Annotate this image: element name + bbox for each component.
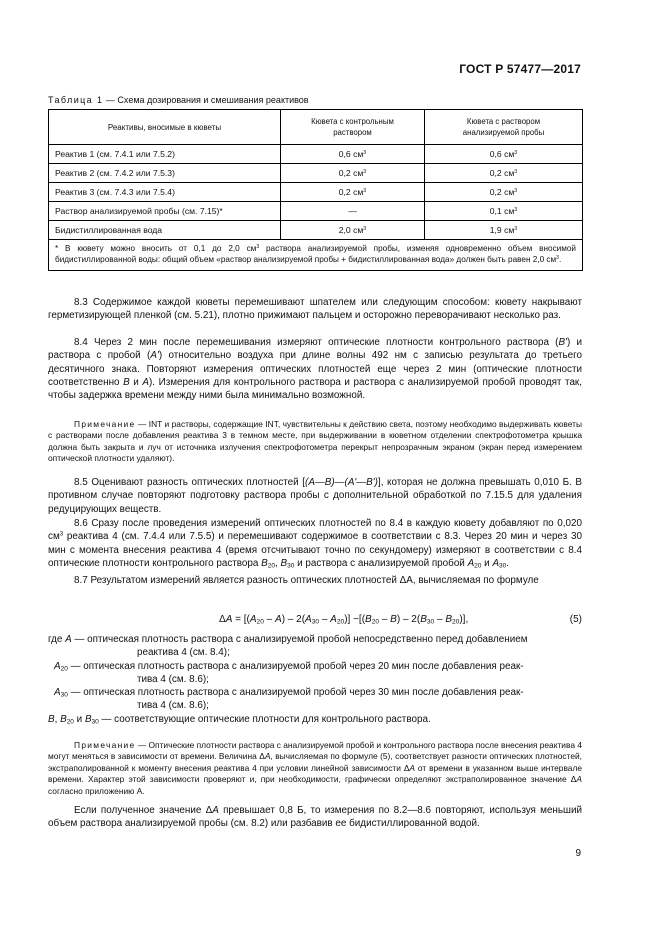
document-header: ГОСТ Р 57477—2017 xyxy=(459,62,581,76)
reagent-name-cell: Бидистиллированная вода xyxy=(49,221,281,240)
table-caption-text: — Схема дозирования и смешивания реактивов xyxy=(105,95,309,105)
definition-item: $A_{20}$ — оптическая плотность раствора с анализируемой пробой через 20 мин после добавления реак- тива 4 (см. 8.6); xyxy=(54,660,524,685)
sample-volume-cell: 1,9 $см^3$ xyxy=(425,221,583,240)
paragraph-8-4: 8.4 Через 2 мин после перемешивания измеряют оптические плотности контрольного раствора (B') и раствора с пробой (A') относительно воздуха при длине волны 492 нм с записью результата до третьего десятичного знака. Повторяют измерения оптических плотностей еще через 2 мин (оптические плотности соответственно B и A). Измерения для контрольного раствора и раствора с анализируемой пробой проводят так, чтобы задержка времени между ними была минимально возможной. xyxy=(48,337,582,402)
sample-volume-cell: 0,6 $см^3$ xyxy=(425,145,583,164)
paragraph-8-3: 8.3 Содержимое каждой кюветы перемешивают шпателем или следующим способом: кювету накрывают герметизирующей пленкой (см. 5.21), плотно прижимают пальцем и осторожно переворачивают несколько раз. xyxy=(48,297,582,322)
reagent-name-cell: Реактив 1 (см. 7.4.1 или 7.5.2) xyxy=(49,145,281,164)
control-volume-cell: 2,0 $см^3$ xyxy=(281,221,425,240)
sample-volume-cell: 0,1 $см^3$ xyxy=(425,202,583,221)
formula-5 xyxy=(48,614,582,628)
table-footnote-row xyxy=(49,240,583,271)
control-volume-cell: 0,2 $см^3$ xyxy=(281,164,425,183)
table-caption-label: Таблица 1 xyxy=(48,95,104,105)
control-volume-cell: — xyxy=(281,202,425,221)
definition-item: где A — оптическая плотность раствора с анализируемой пробой непосредственно перед добавлением реактива 4 (см. 8.4); xyxy=(48,634,528,659)
table-header-cell: Кювета с контрольным раствором xyxy=(281,110,425,145)
table-row xyxy=(49,164,583,183)
table-row xyxy=(49,145,583,164)
formula-expression: $\Delta A = [(A_{20} - A) - 2(A_{30} - A_{20})] -[(B_{20} - B) - 2(B_{30} - B_{20})]$, xyxy=(219,614,469,626)
paragraph-8-6: 8.6 Сразу после проведения измерений оптических плотностей по 8.4 в каждую кювету добавляют по 0,020 $см^3$ реактива 4 (см. 7.4.4 или 7.5.5) и перемешивают содержимое в соответствии с 8.3. Через 20 мин и через 30 мин с момента внесения реактива 4 (время отсчитывают точно по секундомеру) измеряют в соответствии с 8.4 оптические плотности контрольного раствора $B_{20}$, $B_{30}$ и раствора с анализируемой пробой $A_{20}$ и $A_{30}$. xyxy=(48,518,582,570)
final-paragraph: Если полученное значение ΔA превышает 0,8 Б, то измерения по 8.2—8.6 повторяют, используя меньший объем раствора анализируемой пробы (см. 8.2) или разбавив ее бидистиллированной водой. xyxy=(48,805,582,830)
table-caption xyxy=(48,95,309,105)
definition-item: B, $B_{20}$ и $B_{30}$ — соответствующие оптические плотности для контрольного раствора. xyxy=(48,713,431,726)
reagent-name-cell: Реактив 3 (см. 7.4.3 или 7.5.4) xyxy=(49,183,281,202)
formula-definitions xyxy=(48,633,582,726)
reagent-name-cell: Реактив 2 (см. 7.4.2 или 7.5.3) xyxy=(49,164,281,183)
table-row xyxy=(49,202,583,221)
paragraph-8-7: 8.7 Результатом измерений является разность оптических плотностей ΔA, вычисляемая по формуле xyxy=(74,575,539,586)
table-header-cell: Реактивы, вносимые в кюветы xyxy=(49,110,281,145)
table-row xyxy=(49,183,583,202)
table-header-cell: Кювета с раствором анализируемой пробы xyxy=(425,110,583,145)
control-volume-cell: 0,2 $см^3$ xyxy=(281,183,425,202)
note-2: Примечание — Оптические плотности раствора с анализируемой пробой и контрольного раствора после внесения реактива 4 могут меняться в зависимости от времени. Величина ΔA, вычисляемая по формуле (5), соответствует разности оптических плотностей, экстраполированной к моменту внесения реактива 4 при условии линейной зависимости ΔA от времени в указанном выше интервале времени. Характер этой зависимости проверяют и, при необходимости, графически определяют экстраполированное значение ΔA согласно приложению А. xyxy=(48,740,582,796)
sample-volume-cell: 0,2 $см^3$ xyxy=(425,164,583,183)
sample-volume-cell: 0,2 $см^3$ xyxy=(425,183,583,202)
note-1: Примечание — INT и растворы, содержащие INT, чувствительны к действию света, поэтому необходимо выдерживать кюветы с растворами после добавления реактива 3 в темном месте, при выдерживании в кюветном отделении спектрофотометра крышка должна быть закрыта и луч от источника излучения спектрофотометра перекрыт непрозрачным экраном (экран перед измерением оптической плотности удаляют). xyxy=(48,419,582,464)
reagent-name-cell: Раствор анализируемой пробы (см. 7.15)* xyxy=(49,202,281,221)
page-number: 9 xyxy=(575,848,581,859)
formula-number: (5) xyxy=(569,614,582,625)
control-volume-cell: 0,6 $см^3$ xyxy=(281,145,425,164)
definition-item: $A_{30}$ — оптическая плотность раствора с анализируемой пробой через 30 мин после добавления реак- тива 4 (см. 8.6); xyxy=(54,687,524,712)
table-row xyxy=(49,221,583,240)
reagent-dosing-table xyxy=(48,109,583,271)
table-header-row xyxy=(49,110,583,145)
table-footnote: * В кювету можно вносить от 0,1 до 2,0 $см^3$ раствора анализируемой пробы, изменяя одновременно объем вносимой бидистиллированной воды: общий объем «раствор анализируемой пробы + бидистиллированная вода» должен быть равен 2,0 $см^3$. xyxy=(49,240,583,271)
paragraph-8-5: 8.5 Оценивают разность оптических плотностей [(A—B)—(A'—B')], которая не должна превышать 0,010 Б. В противном случае повторяют подготовку раствора пробы с дополнительной обработкой по 7.15.5 для удаления редуцирующих веществ. xyxy=(48,477,582,515)
